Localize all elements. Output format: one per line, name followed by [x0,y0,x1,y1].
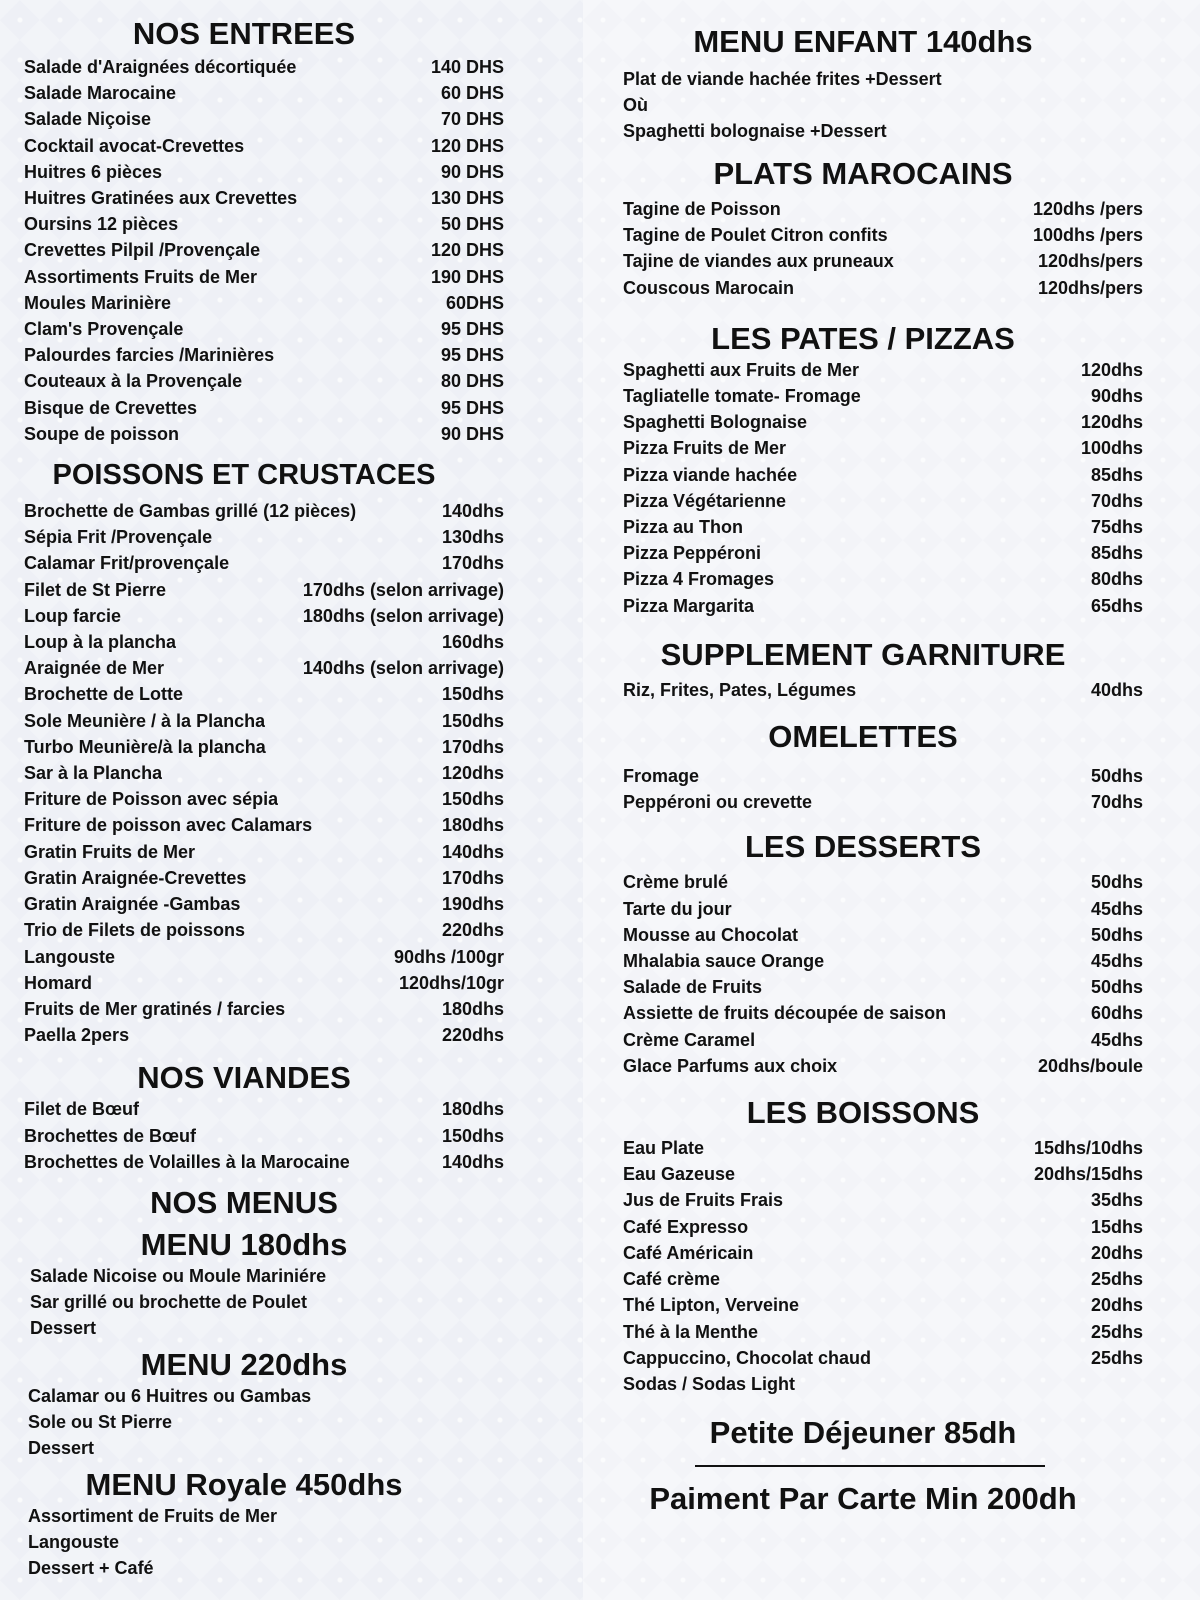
menu-item [623,1053,1143,1079]
menu-item [623,922,1143,948]
item-price: 20dhs [1090,1295,1143,1316]
item-price: 120dhs [441,763,504,784]
menu-item [623,1187,1143,1213]
item-price: 150dhs [441,710,504,731]
item-price: 140dhs [441,1151,504,1172]
item-name: Tagine de Poisson [623,199,781,219]
item-price: 120dhs [1080,412,1143,433]
menu-item [24,812,504,838]
menu-item [24,159,504,185]
item-price: 60 DHS [440,83,504,104]
menu-item [24,944,504,970]
enfant-line: Où [623,95,648,115]
item-price: 190dhs [441,894,504,915]
menu-220-title: MENU 220dhs [140,1346,348,1382]
item-name: Tagine de Poulet Citron confits [623,225,888,246]
item-price: 50 DHS [440,214,504,235]
item-name: Brochettes de Bœuf [24,1125,197,1146]
menu-item [24,264,504,290]
item-name: Clam's Provençale [24,319,184,340]
item-name: Bisque de Crevettes [24,397,198,418]
enfant-line: Spaghetti bolognaise +Dessert [623,121,887,141]
item-price: 85dhs [1090,464,1143,485]
item-price: 20dhs/15dhs [1033,1164,1143,1185]
menu-item [24,734,504,760]
item-name: Café crème [623,1269,721,1290]
menu-item [623,1000,1143,1026]
item-name: Pizza viande hachée [623,464,798,485]
item-name: Fromage [623,766,700,787]
section-title-marocains: PLATS MAROCAINS [713,156,1013,191]
menu-180-line: Sar grillé ou brochette de Poulet [30,1291,308,1312]
item-name: Café Expresso [623,1216,749,1237]
item-name: Crème brulé [623,872,729,893]
item-name: Gratin Araignée-Crevettes [24,867,247,888]
enfant-line: Plat de viande hachée frites +Dessert [623,69,942,89]
section-title-viandes: NOS VIANDES [137,1060,351,1096]
pates-list [623,357,1200,619]
item-price: 45dhs [1090,898,1143,919]
item-price: 170dhs [441,553,504,574]
menu-item [24,760,504,786]
menu-220-line: Calamar ou 6 Huitres ou Gambas [28,1385,312,1406]
item-name: Peppéroni ou crevette [623,792,813,813]
item-name: Filet de St Pierre [24,579,167,600]
item-price: 70dhs [1090,490,1143,511]
marocains-list [623,196,1200,301]
section-title-menus: NOS MENUS [150,1184,338,1220]
item-name: Salade de Fruits [623,977,763,998]
menu-item [24,865,504,891]
item-price: 220dhs [441,920,504,941]
item-name: Trio de Filets de poissons [24,920,246,941]
menu-item [24,629,504,655]
menu-item [24,185,504,211]
item-name: Thé Lipton, Verveine [623,1295,800,1316]
item-price: 180dhs (selon arrivage) [302,605,504,626]
item-name: Eau Gazeuse [623,1164,736,1185]
entrees-list [24,54,583,447]
viandes-list [24,1096,583,1175]
item-name: Crème Caramel [623,1029,756,1050]
item-price: 150dhs [441,684,504,705]
menu-item [623,357,1143,383]
menu-item [24,498,504,524]
item-price: 15dhs/10dhs [1033,1138,1143,1159]
menu-item [24,316,504,342]
menu-item [24,839,504,865]
item-price: 150dhs [441,1125,504,1146]
item-name: Brochette de Lotte [24,684,184,705]
menu-180-line: Dessert [30,1317,97,1338]
divider [695,1465,1045,1467]
menu-item [623,248,1143,274]
menu-item [623,275,1143,301]
item-name: Brochettes de Volailles à la Marocaine [24,1151,350,1172]
menu-220-line: Dessert [28,1437,95,1458]
left-column [0,0,583,1600]
item-price: 80dhs [1090,569,1143,590]
item-price: 50dhs [1090,924,1143,945]
item-name: Eau Plate [623,1138,705,1159]
item-name: Spaghetti aux Fruits de Mer [623,359,860,380]
menu-item [623,1135,1143,1161]
menu-item [24,133,504,159]
menu-royale-title: MENU Royale 450dhs [85,1466,403,1502]
menu-220-lines [24,1383,583,1461]
item-price: 40dhs [1090,679,1143,700]
item-price: 160dhs [441,632,504,653]
menu-item [623,1214,1143,1240]
menu-item [24,891,504,917]
menu-item [24,1022,504,1048]
menu-item [623,1371,1143,1397]
item-name: Riz, Frites, Pates, Légumes [623,679,857,700]
menu-royale-line: Assortiment de Fruits de Mer [28,1505,278,1526]
menu-item [623,566,1143,592]
item-price: 95 DHS [440,345,504,366]
item-name: Langouste [24,946,116,967]
item-price: 20dhs [1090,1242,1143,1263]
item-price: 80 DHS [440,371,504,392]
item-price: 90dhs /100gr [393,946,504,967]
menu-item [623,789,1143,815]
item-price: 120dhs/10gr [398,972,504,993]
item-name: Pizza Peppéroni [623,543,762,564]
item-name: Café Américain [623,1242,754,1263]
menu-item [24,996,504,1022]
menu-item [623,222,1143,248]
item-price: 120 DHS [430,240,504,261]
item-name: Loup farcie [24,605,122,626]
menu-item [623,1027,1143,1053]
item-name: Couscous Marocain [623,277,795,298]
menu-item [623,869,1143,895]
item-price: 50dhs [1090,977,1143,998]
menu-item [24,577,504,603]
garniture-list [623,677,1200,703]
item-name: Cocktail avocat-Crevettes [24,135,245,156]
menu-item [24,211,504,237]
item-price: 35dhs [1090,1190,1143,1211]
menu-item [24,524,504,550]
menu-item [623,383,1143,409]
item-name: Spaghetti Bolognaise [623,412,808,433]
item-price: 120 DHS [430,135,504,156]
poissons-list [24,498,583,1048]
item-price: 95 DHS [440,319,504,340]
desserts-list [623,869,1200,1079]
menu-180-line: Salade Nicoise ou Moule Mariniére [30,1265,327,1286]
menu-item [24,786,504,812]
section-title-entrees: NOS ENTREES [132,16,356,51]
item-name: Calamar Frit/provençale [24,553,230,574]
item-price: 25dhs [1090,1269,1143,1290]
item-name: Cappuccino, Chocolat chaud [623,1347,872,1368]
item-price: 180dhs [441,998,504,1019]
boissons-list [623,1135,1200,1397]
menu-item [24,708,504,734]
menu-item [24,54,504,80]
item-name: Soupe de poisson [24,423,180,444]
section-title-omelettes: OMELETTES [768,719,958,755]
item-price: 25dhs [1090,1321,1143,1342]
item-name: Tajine de viandes aux pruneaux [623,251,894,272]
menu-item [24,80,504,106]
item-price: 60DHS [445,292,504,313]
item-price: 140dhs (selon arrivage) [302,658,504,679]
item-name: Loup à la plancha [24,632,177,653]
item-name: Thé à la Menthe [623,1321,759,1342]
item-name: Sépia Frit /Provençale [24,527,213,548]
item-name: Salade Marocaine [24,83,177,104]
item-name: Tarte du jour [623,898,732,919]
menu-item [623,435,1143,461]
item-name: Pizza Fruits de Mer [623,438,787,459]
section-title-garniture: SUPPLEMENT GARNITURE [660,636,1066,672]
menu-item [623,540,1143,566]
item-price: 120dhs/pers [1037,277,1143,298]
item-name: Huitres 6 pièces [24,161,163,182]
menu-item [623,1345,1143,1371]
menu-item [623,1161,1143,1187]
item-price: 70dhs [1090,792,1143,813]
payment-note: Paiment Par Carte Min 200dh [649,1481,1077,1517]
item-price: 120dhs /pers [1032,199,1143,219]
section-title-desserts: LES DESSERTS [745,829,981,865]
item-name: Salade Niçoise [24,109,152,130]
item-price: 15dhs [1090,1216,1143,1237]
item-price: 90 DHS [440,161,504,182]
breakfast-price: Petite Déjeuner 85dh [709,1415,1017,1451]
menu-item [24,681,504,707]
item-name: Filet de Bœuf [24,1099,139,1120]
menu-item [623,196,1143,222]
item-price: 45dhs [1090,1029,1143,1050]
menu-item [24,395,504,421]
menu-item [24,970,504,996]
item-price: 25dhs [1090,1347,1143,1368]
item-price: 170dhs (selon arrivage) [302,579,504,600]
item-price: 90 DHS [440,423,504,444]
item-name: Friture de Poisson avec sépia [24,789,279,810]
item-price: 85dhs [1090,543,1143,564]
menu-royale-line: Langouste [28,1531,120,1552]
item-price: 100dhs [1080,438,1143,459]
item-price: 140dhs [441,841,504,862]
item-name: Sar à la Plancha [24,763,163,784]
item-name: Pizza Margarita [623,595,755,616]
enfant-lines [623,66,1200,144]
item-name: Oursins 12 pièces [24,214,179,235]
item-price: 100dhs /pers [1032,225,1143,246]
item-price: 50dhs [1090,766,1143,787]
item-price: 140 DHS [430,57,504,77]
item-name: Glace Parfums aux choix [623,1055,838,1076]
menu-item [24,1123,504,1149]
item-price: 170dhs [441,736,504,757]
menu-item [623,948,1143,974]
item-price: 170dhs [441,867,504,888]
menu-royale-lines [24,1503,583,1581]
item-name: Pizza 4 Fromages [623,569,775,590]
item-price: 70 DHS [440,109,504,130]
menu-item [24,1096,504,1122]
item-price: 75dhs [1090,517,1143,538]
item-name: Mousse au Chocolat [623,924,799,945]
item-price: 150dhs [441,789,504,810]
item-name: Homard [24,972,93,993]
item-name: Salade d'Araignées décortiquée [24,57,297,77]
menu-180-title: MENU 180dhs [140,1226,348,1262]
item-name: Sole Meunière / à la Plancha [24,710,266,731]
item-name: Gratin Fruits de Mer [24,841,196,862]
item-price: 120dhs [1080,359,1143,380]
menu-item [24,342,504,368]
item-name: Jus de Fruits Frais [623,1190,784,1211]
item-name: Sodas / Sodas Light [623,1373,796,1394]
item-name: Couteaux à la Provençale [24,371,243,392]
menu-item [623,677,1143,703]
item-name: Mhalabia sauce Orange [623,951,825,972]
menu-item [24,603,504,629]
menu-item [623,974,1143,1000]
menu-220-line: Sole ou St Pierre [28,1411,173,1432]
menu-item [24,655,504,681]
item-name: Palourdes farcies /Marinières [24,345,275,366]
menu-180-lines [24,1263,583,1341]
section-title-pates: LES PATES / PIZZAS [711,320,1015,356]
item-price: 120dhs/pers [1037,251,1143,272]
menu-item [623,409,1143,435]
section-title-enfant: MENU ENFANT 140dhs [693,24,1033,59]
menu-item [24,290,504,316]
item-name: Assortiments Fruits de Mer [24,266,258,287]
menu-item [24,368,504,394]
item-name: Paella 2pers [24,1025,130,1046]
menu-item [623,1292,1143,1318]
item-name: Gratin Araignée -Gambas [24,894,241,915]
item-price: 190 DHS [430,266,504,287]
menu-item [623,462,1143,488]
item-price: 50dhs [1090,872,1143,893]
omelettes-list [623,763,1200,815]
menu-item [623,1266,1143,1292]
item-price: 140dhs [441,501,504,522]
item-price: 95 DHS [440,397,504,418]
menu-item [24,917,504,943]
menu-item [623,1319,1143,1345]
menu-item [623,763,1143,789]
menu-item [623,488,1143,514]
menu-item [623,593,1143,619]
menu-item [24,1149,504,1175]
item-name: Pizza Végétarienne [623,490,787,511]
item-price: 90dhs [1090,386,1143,407]
item-name: Fruits de Mer gratinés / farcies [24,998,286,1019]
menu-item [24,550,504,576]
item-name: Pizza au Thon [623,517,744,538]
menu-item [24,421,504,447]
menu-item [623,514,1143,540]
item-name: Friture de poisson avec Calamars [24,815,313,836]
item-price: 45dhs [1090,951,1143,972]
item-name: Turbo Meunière/à la plancha [24,736,266,757]
menu-item [24,237,504,263]
item-price: 65dhs [1090,595,1143,616]
item-price: 180dhs [441,815,504,836]
item-name: Tagliatelle tomate- Fromage [623,386,861,407]
item-price: 20dhs/boule [1037,1055,1143,1076]
item-price: 130 DHS [430,188,504,209]
item-name: Moules Marinière [24,292,172,313]
item-price: 60dhs [1090,1003,1143,1024]
right-column [583,0,1200,1600]
item-name: Huitres Gratinées aux Crevettes [24,188,298,209]
menu-royale-line: Dessert + Café [28,1557,154,1578]
item-name: Assiette de fruits découpée de saison [623,1003,947,1024]
menu-item [623,1240,1143,1266]
item-name: Brochette de Gambas grillé (12 pièces) [24,501,357,522]
section-title-poissons: POISSONS ET CRUSTACES [52,459,436,492]
item-price: 180dhs [441,1099,504,1120]
menu-item [24,106,504,132]
item-price: 130dhs [441,527,504,548]
menu-item [623,896,1143,922]
section-title-boissons: LES BOISSONS [746,1095,980,1131]
item-price: 220dhs [441,1025,504,1046]
item-name: Crevettes Pilpil /Provençale [24,240,261,261]
item-name: Araignée de Mer [24,658,165,679]
